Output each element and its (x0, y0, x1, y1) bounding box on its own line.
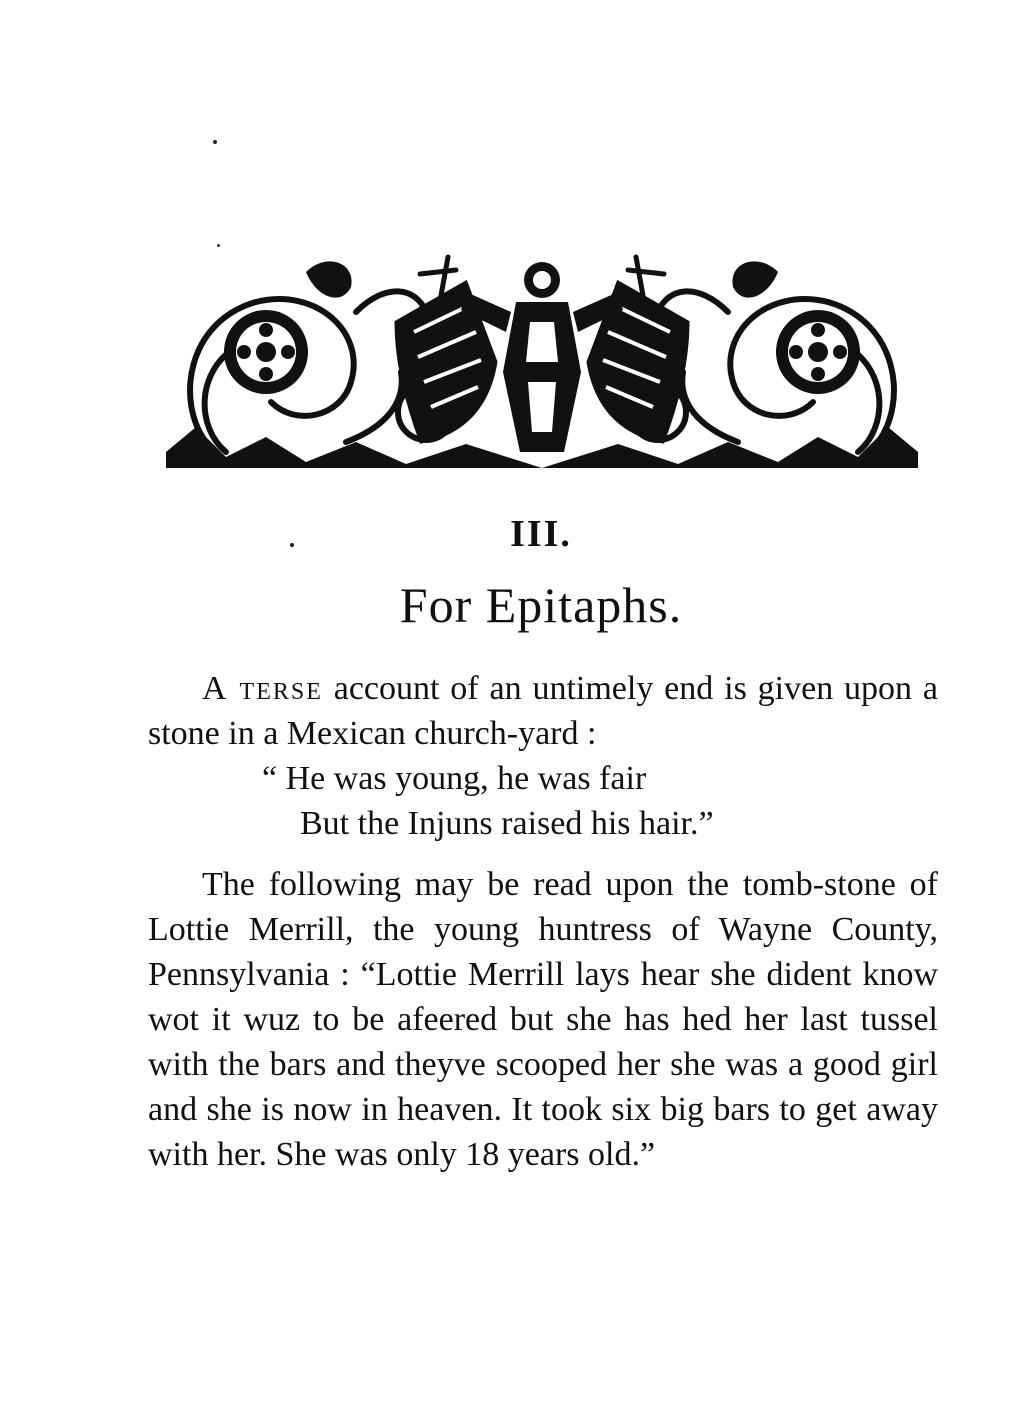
verse-line-2: But the Injuns raised his hair.” (300, 805, 714, 842)
print-speck (217, 244, 220, 247)
print-speck (213, 140, 217, 144)
paragraph-1-text: account of an untimely end is given upon a stone in a Mexican church-yard : (148, 670, 938, 752)
chapter-number: III. (510, 513, 572, 555)
paragraph-2: The following may be read upon the tomb-stone of Lottie Merrill, the young huntress of Wayne County, Pennsylvania : “Lottie Merrill lays hear she dident know wot it wuz to be afeered but she has hed her last tussel with the bars and theyve scooped her she was a good girl and she is now in heaven. It took six big bars to get away with her. She was only 18 years old.” (148, 866, 938, 1173)
verse-line-1: “ He was young, he was fair (262, 760, 647, 797)
paragraph-1-lead: A terse (202, 670, 323, 707)
ornamental-headpiece (166, 252, 918, 468)
paragraph-1 (148, 666, 938, 756)
chapter-title: For Epitaphs. (399, 577, 683, 633)
